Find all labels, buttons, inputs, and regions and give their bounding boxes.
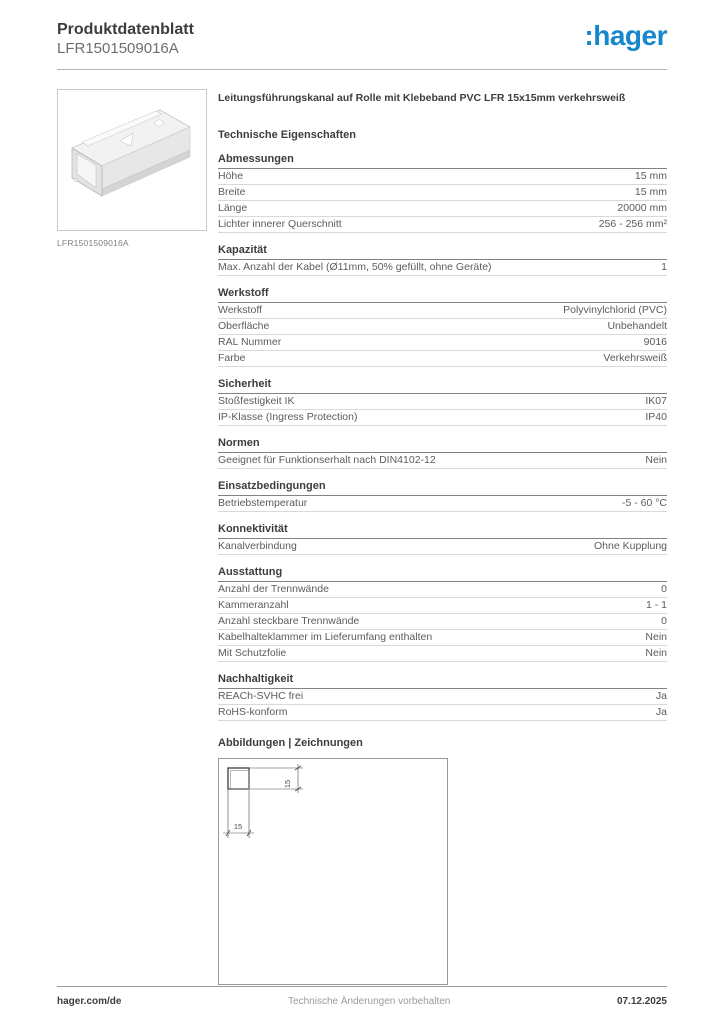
spec-row-value: 1 - 1	[645, 599, 667, 611]
spec-row-label: Betriebstemperatur	[218, 497, 308, 509]
spec-section-title: Nachhaltigkeit	[218, 673, 667, 689]
product-reference: LFR1501509016A	[57, 40, 179, 57]
spec-row	[218, 646, 667, 662]
spec-row-value: 1	[661, 261, 667, 273]
spec-section-title: Kapazität	[218, 244, 667, 260]
spec-section-rows	[218, 394, 667, 426]
drawings-heading: Abbildungen | Zeichnungen	[218, 737, 363, 749]
spec-row-label: Farbe	[218, 352, 246, 364]
main-content	[57, 89, 667, 985]
spec-row	[218, 705, 667, 721]
spec-row-value: 15 mm	[634, 170, 667, 182]
spec-section-title: Normen	[218, 437, 667, 453]
spec-section-title: Konnektivität	[218, 523, 667, 539]
spec-row-label: RAL Nummer	[218, 336, 282, 348]
spec-section-rows	[218, 453, 667, 469]
spec-row-value: Nein	[645, 631, 667, 643]
spec-section-title: Sicherheit	[218, 378, 667, 394]
technical-properties-heading: Technische Eigenschaften	[218, 129, 356, 141]
spec-row-value: IP40	[645, 411, 667, 423]
product-title: Leitungsführungskanal auf Rolle mit Klebeband PVC LFR 15x15mm verkehrsweiß	[218, 92, 626, 104]
spec-row	[218, 410, 667, 426]
spec-row-value: 9016	[643, 336, 667, 348]
spec-row	[218, 303, 667, 319]
spec-section-rows	[218, 539, 667, 555]
spec-row-value: IK07	[645, 395, 667, 407]
spec-row	[218, 335, 667, 351]
spec-row-label: Länge	[218, 202, 248, 214]
spec-row-label: Stoßfestigkeit IK	[218, 395, 295, 407]
spec-section	[218, 378, 667, 426]
product-photo-caption: LFR1501509016A	[57, 238, 129, 248]
product-image-column	[57, 89, 207, 985]
spec-section	[218, 244, 667, 276]
page-header	[57, 0, 667, 58]
spec-section-rows	[218, 582, 667, 662]
spec-row	[218, 169, 667, 185]
spec-row-value: 256 - 256 mm²	[598, 218, 667, 230]
document-type-title: Produktdatenblatt	[57, 21, 194, 38]
spec-row	[218, 496, 667, 512]
footer-disclaimer: Technische Änderungen vorbehalten	[288, 996, 451, 1007]
spec-row-label: Kabelhalteklammer im Lieferumfang enthalten	[218, 631, 433, 643]
spec-row	[218, 453, 667, 469]
spec-section-rows	[218, 689, 667, 721]
spec-section-title: Einsatzbedingungen	[218, 480, 667, 496]
spec-row	[218, 201, 667, 217]
spec-row-value: 0	[661, 615, 667, 627]
spec-row-label: Höhe	[218, 170, 244, 182]
spec-section-rows	[218, 169, 667, 233]
spec-row-label: Oberfläche	[218, 320, 270, 332]
spec-section-rows	[218, 496, 667, 512]
dimension-drawing-svg	[219, 759, 447, 984]
spec-row-label: REACh-SVHC frei	[218, 690, 304, 702]
spec-row	[218, 582, 667, 598]
spec-row	[218, 185, 667, 201]
product-photo	[57, 89, 207, 231]
spec-row-value: Polyvinylchlorid (PVC)	[563, 304, 667, 316]
spec-row	[218, 217, 667, 233]
spec-row	[218, 614, 667, 630]
spec-sections	[218, 153, 667, 721]
spec-row-value: -5 - 60 °C	[621, 497, 667, 509]
footer-date: 07.12.2025	[616, 996, 667, 1007]
spec-row-label: Mit Schutzfolie	[218, 647, 287, 659]
spec-section-title: Werkstoff	[218, 287, 667, 303]
spec-section-rows	[218, 260, 667, 276]
spec-row-value: Nein	[645, 454, 667, 466]
spec-row-value: 15 mm	[634, 186, 667, 198]
spec-row-label: RoHS-konform	[218, 706, 288, 718]
spec-row	[218, 394, 667, 410]
spec-row-label: Geeignet für Funktionserhalt nach DIN4102-12	[218, 454, 436, 466]
spec-row-value: Nein	[645, 647, 667, 659]
spec-section-title: Ausstattung	[218, 566, 667, 582]
spec-section-title: Abmessungen	[218, 153, 667, 169]
height-dimension-label: 15	[283, 779, 292, 789]
spec-row-value: 0	[661, 583, 667, 595]
specs-column	[218, 89, 667, 985]
spec-row-value: Unbehandelt	[607, 320, 667, 332]
spec-section	[218, 153, 667, 233]
spec-row-value: Verkehrsweiß	[603, 352, 667, 364]
spec-row	[218, 319, 667, 335]
spec-row	[218, 539, 667, 555]
spec-row-value: Ohne Kupplung	[594, 540, 667, 552]
spec-section	[218, 566, 667, 662]
dimension-drawing	[218, 758, 448, 985]
hager-logo: :hager	[584, 20, 667, 51]
spec-row-value: Ja	[655, 690, 667, 702]
page-footer	[57, 986, 667, 1007]
spec-section	[218, 287, 667, 367]
spec-row-label: Werkstoff	[218, 304, 262, 316]
trunking-photo-illustration	[58, 90, 206, 230]
width-dimension-label: 15	[233, 822, 243, 831]
spec-section	[218, 437, 667, 469]
spec-row	[218, 630, 667, 646]
header-divider	[57, 69, 667, 70]
spec-row	[218, 598, 667, 614]
spec-row	[218, 351, 667, 367]
spec-row-label: Breite	[218, 186, 246, 198]
spec-row-label: Anzahl steckbare Trennwände	[218, 615, 360, 627]
spec-section	[218, 480, 667, 512]
spec-row-label: Lichter innerer Querschnitt	[218, 218, 342, 230]
spec-row-label: Anzahl der Trennwände	[218, 583, 329, 595]
spec-row-value: 20000 mm	[617, 202, 667, 214]
spec-section-rows	[218, 303, 667, 367]
footer-website: hager.com/de	[57, 996, 122, 1007]
spec-section	[218, 673, 667, 721]
spec-row-label: IP-Klasse (Ingress Protection)	[218, 411, 358, 423]
spec-row	[218, 260, 667, 276]
spec-row-value: Ja	[655, 706, 667, 718]
spec-section	[218, 523, 667, 555]
spec-row	[218, 689, 667, 705]
spec-row-label: Kammeranzahl	[218, 599, 289, 611]
spec-row-label: Kanalverbindung	[218, 540, 297, 552]
spec-row-label: Max. Anzahl der Kabel (Ø11mm, 50% gefüllt, ohne Geräte)	[218, 261, 492, 273]
